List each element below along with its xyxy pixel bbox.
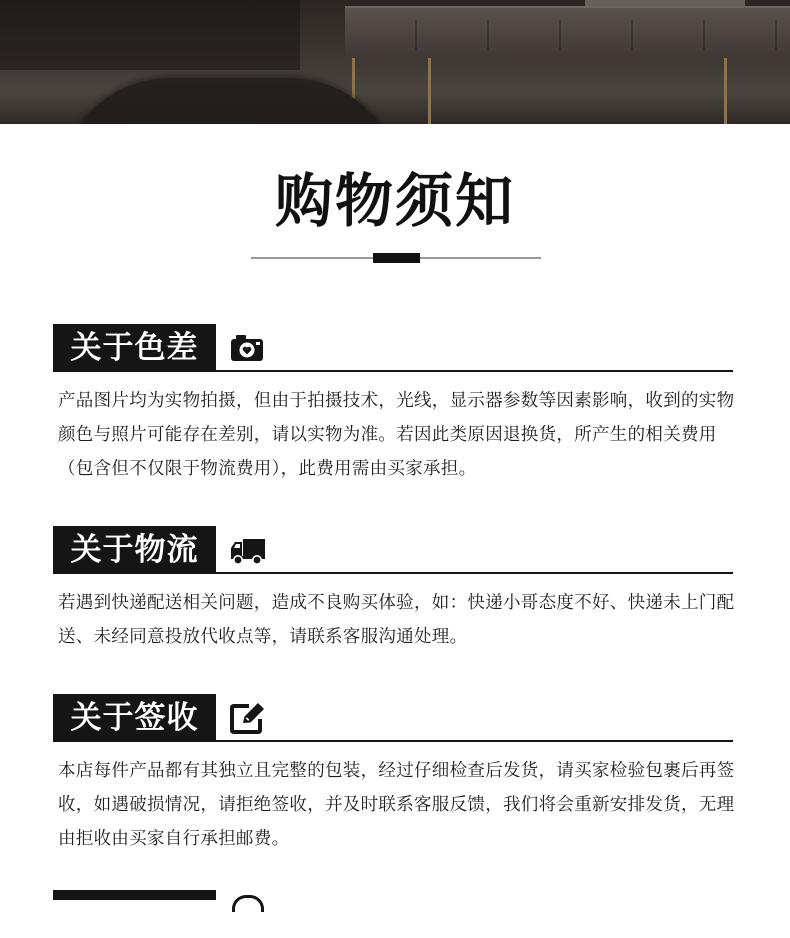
section-underline [53, 572, 733, 574]
section-sign-receipt [53, 694, 733, 856]
section-underline [53, 740, 733, 742]
camera-icon [229, 332, 267, 364]
banner-table-leg [724, 58, 727, 124]
section-header [53, 694, 733, 742]
section-next-partial [53, 890, 733, 938]
section-header [53, 526, 733, 574]
partial-icon [232, 895, 264, 912]
section-body-text: 本店每件产品都有其独立且完整的包装，经过仔细检查后发货，请买家检验包裹后再签收，如遇破损情况，请拒绝签收，并及时联系客服反馈，我们将会重新安排发货，无理由拒收由买家自行承担邮费。 [58, 761, 735, 849]
section-logistics [53, 526, 733, 654]
banner-table-leg [428, 58, 431, 124]
banner-cabinet-shape [0, 0, 300, 70]
section-header [53, 890, 733, 938]
section-header [53, 324, 733, 372]
section-body-text: 若遇到快递配送相关问题，造成不良购买体验，如：快递小哥态度不好、快递未上门配送、未经同意投放代收点等，请联系客服沟通处理。 [58, 593, 735, 647]
section-underline [53, 370, 733, 372]
page-title: 购物须知 [274, 167, 515, 235]
banner-chair-shape [60, 78, 400, 124]
sign-edit-icon [229, 702, 267, 734]
section-label-partial [53, 890, 216, 900]
title-divider-accent [373, 253, 420, 263]
section-color-difference [53, 324, 733, 486]
section-label: 关于色差 [53, 324, 216, 372]
section-label: 关于签收 [53, 694, 216, 742]
section-label: 关于物流 [53, 526, 216, 574]
banner-table-panels [345, 20, 790, 50]
delivery-truck-icon [229, 534, 267, 566]
section-body-text: 产品图片均为实物拍摄，但由于拍摄技术，光线，显示器参数等因素影响，收到的实物颜色与照片可能存在差别，请以实物为准。若因此类原因退换货，所产生的相关费用（包含但不仅限于物流费用），此费用需由买家承担。 [58, 391, 735, 479]
header-banner-photo [0, 0, 790, 124]
